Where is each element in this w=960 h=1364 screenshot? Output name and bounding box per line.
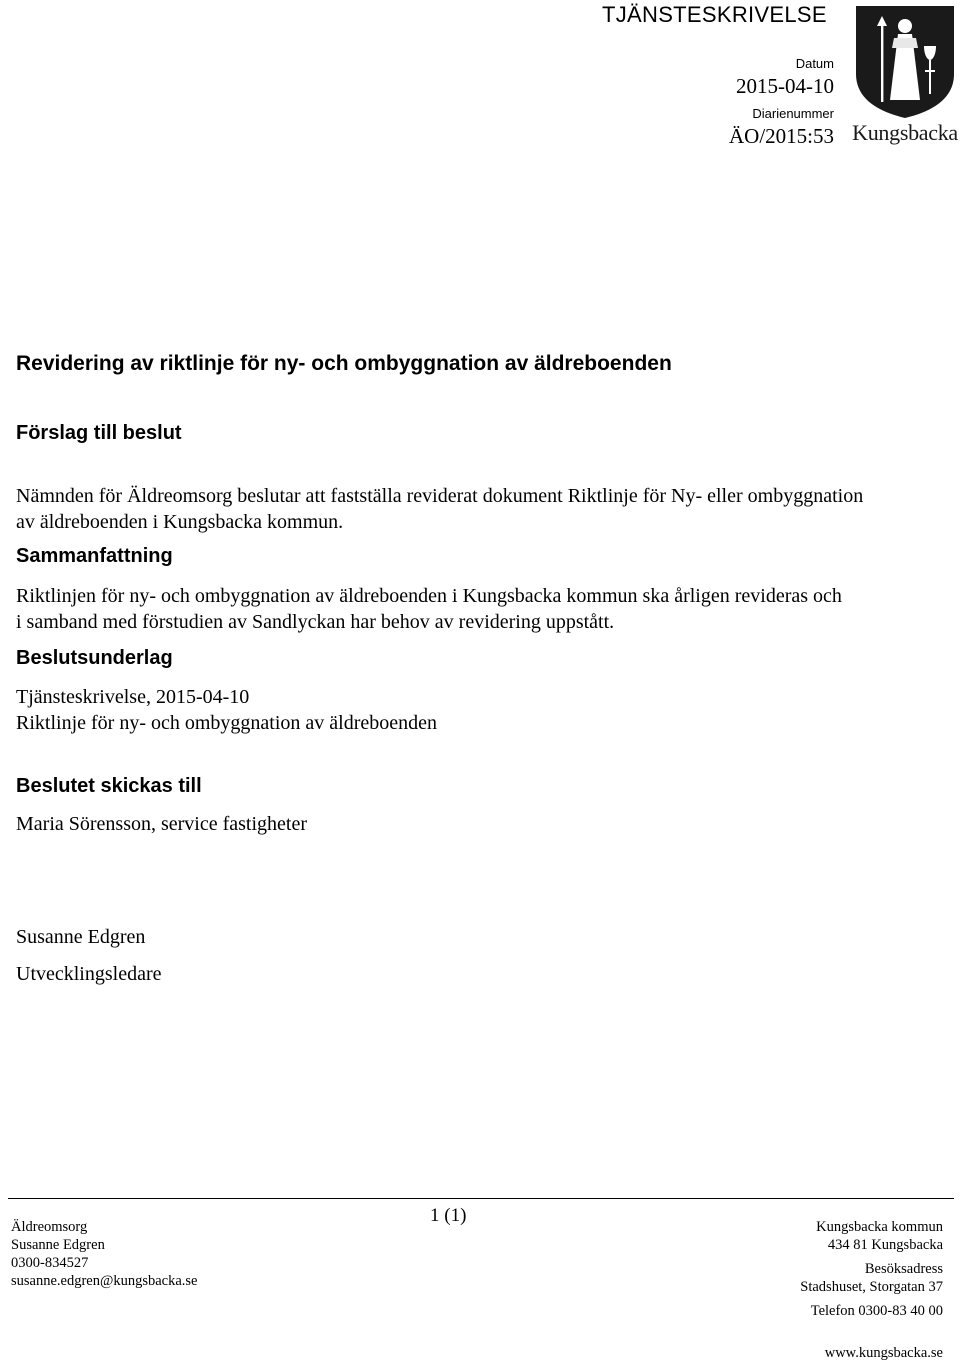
date-label: Datum [795, 56, 834, 71]
basis-list [16, 684, 437, 736]
logo-wordmark: Kungsbacka [852, 120, 958, 145]
recipient-item: Maria Sörensson, service fastigheter [16, 813, 308, 835]
basis-item: Tjänsteskrivelse, 2015-04-10 [16, 686, 250, 708]
proposal-text [16, 483, 863, 535]
basis-item: Riktlinje för ny- och ombyggnation av äldreboenden [16, 712, 438, 734]
footer-visit-value: Stadshuset, Storgatan 37 [800, 1279, 943, 1295]
diarie-label: Diarienummer [752, 106, 834, 121]
footer-visit-label: Besöksadress [864, 1261, 943, 1277]
footer-contact-email: susanne.edgren@kungsbacka.se [11, 1273, 198, 1289]
footer-org: Kungsbacka kommun [816, 1219, 943, 1235]
municipality-logo [850, 4, 960, 152]
footer-address [800, 1218, 943, 1362]
footer-department: Äldreomsorg [11, 1219, 88, 1235]
proposal-line: Nämnden för Äldreomsorg beslutar att fastställa reviderat dokument Riktlinje för Ny- eller ombyggnation [16, 485, 864, 507]
coat-of-arms-icon [850, 4, 960, 120]
document-meta [729, 56, 834, 150]
page-number: 1 (1) [430, 1205, 467, 1226]
summary-line: i samband med förstudien av Sandlyckan har behov av revidering uppstått. [16, 611, 615, 633]
document-type: TJÄNSTESKRIVELSE [602, 2, 827, 27]
footer-divider [8, 1198, 954, 1199]
signature-name: Susanne Edgren [16, 926, 146, 948]
footer-contact-name: Susanne Edgren [11, 1237, 105, 1253]
footer-postal: 434 81 Kungsbacka [827, 1237, 943, 1253]
diarie-value: ÄO/2015:53 [729, 124, 834, 148]
summary-text [16, 583, 842, 635]
footer-contact [11, 1218, 198, 1290]
footer-contact-phone: 0300-834527 [11, 1255, 89, 1271]
summary-line: Riktlinjen för ny- och ombyggnation av äldreboenden i Kungsbacka kommun ska årligen revideras och [16, 585, 842, 607]
footer-website: www.kungsbacka.se [824, 1345, 943, 1361]
section-heading-basis: Beslutsunderlag [16, 647, 173, 669]
signature-role: Utvecklingsledare [16, 963, 162, 985]
section-heading-proposal: Förslag till beslut [16, 422, 182, 444]
section-heading-summary: Sammanfattning [16, 545, 173, 567]
footer-phone: Telefon 0300-83 40 00 [810, 1303, 943, 1319]
date-value: 2015-04-10 [736, 74, 834, 98]
page-title: Revidering av riktlinje för ny- och ombyggnation av äldreboenden [16, 352, 672, 375]
section-heading-recipients: Beslutet skickas till [16, 775, 202, 797]
proposal-line: av äldreboenden i Kungsbacka kommun. [16, 511, 344, 533]
